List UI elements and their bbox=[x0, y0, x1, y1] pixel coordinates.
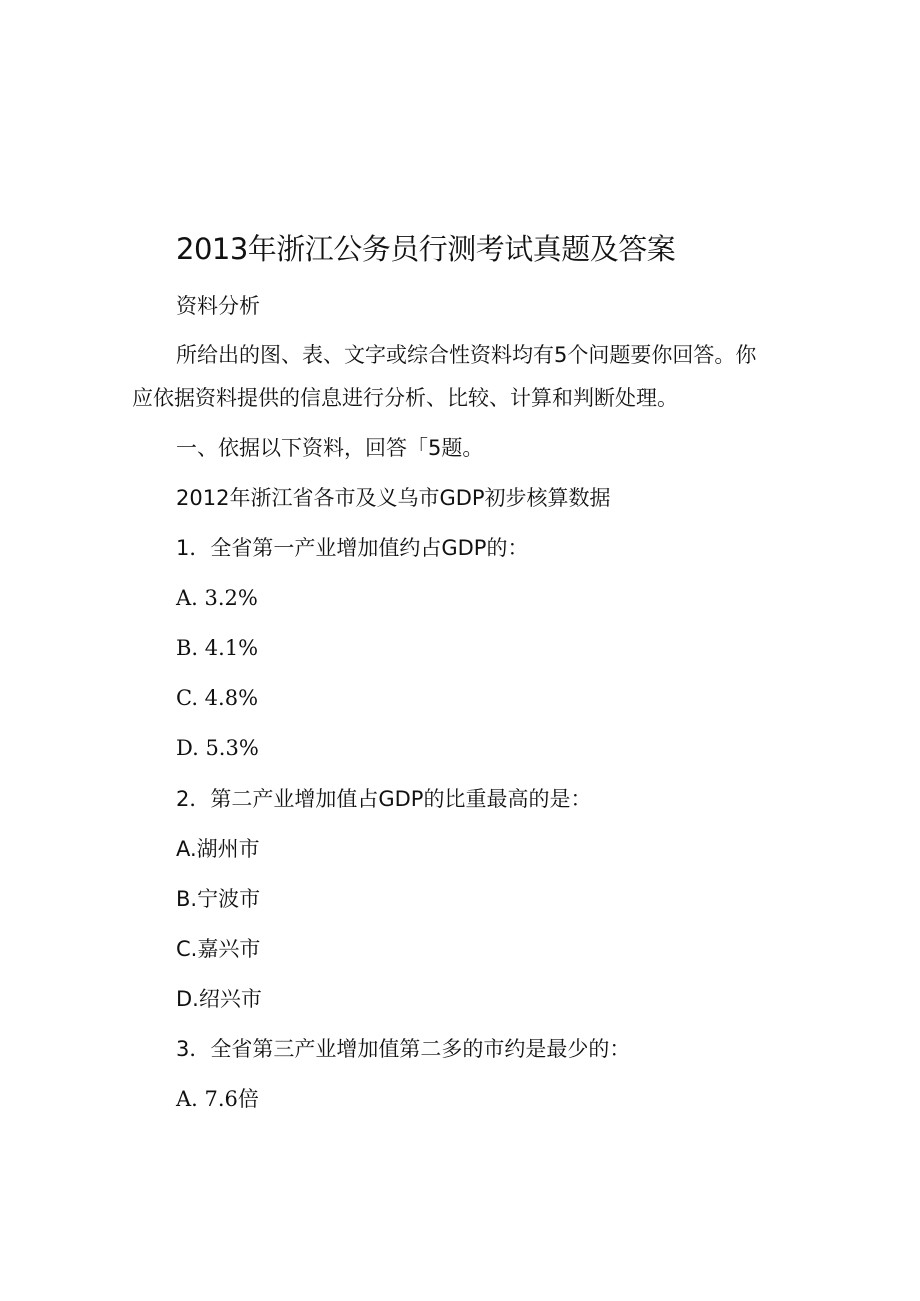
question-1-option-b: B. 4.1% bbox=[176, 636, 259, 660]
question-3-stem: 3．全省第三产业增加值第二多的市约是最少的： bbox=[176, 1037, 631, 1061]
question-1-option-a: A. 3.2% bbox=[176, 586, 258, 610]
question-2-option-a: A.湖州市 bbox=[176, 837, 260, 861]
material-title: 2012年浙江省各市及义乌市GDP初步核算数据 bbox=[176, 486, 611, 510]
question-3-option-a: A. 7.6倍 bbox=[176, 1087, 259, 1111]
intro-paragraph-line-2: 应依据资料提供的信息进行分析、比较、计算和判断处理。 bbox=[132, 386, 678, 410]
section-heading: 资料分析 bbox=[176, 294, 260, 318]
question-2-option-c: C.嘉兴市 bbox=[176, 937, 261, 961]
question-1-option-d: D. 5.3% bbox=[176, 736, 259, 760]
question-2-option-b: B.宁波市 bbox=[176, 887, 261, 911]
question-1-stem: 1．全省第一产业增加值约占GDP的： bbox=[176, 536, 529, 560]
question-2-option-d: D.绍兴市 bbox=[176, 987, 262, 1011]
document-title: 2013年浙江公务员行测考试真题及答案 bbox=[176, 232, 676, 266]
intro-paragraph-line-1: 所给出的图、表、文字或综合性资料均有5个问题要你回答。你 bbox=[176, 343, 757, 367]
question-1-option-c: C. 4.8% bbox=[176, 686, 259, 710]
part-heading: 一、依据以下资料，回答「5题。 bbox=[176, 436, 484, 460]
question-2-stem: 2．第二产业增加值占GDP的比重最高的是： bbox=[176, 787, 592, 811]
